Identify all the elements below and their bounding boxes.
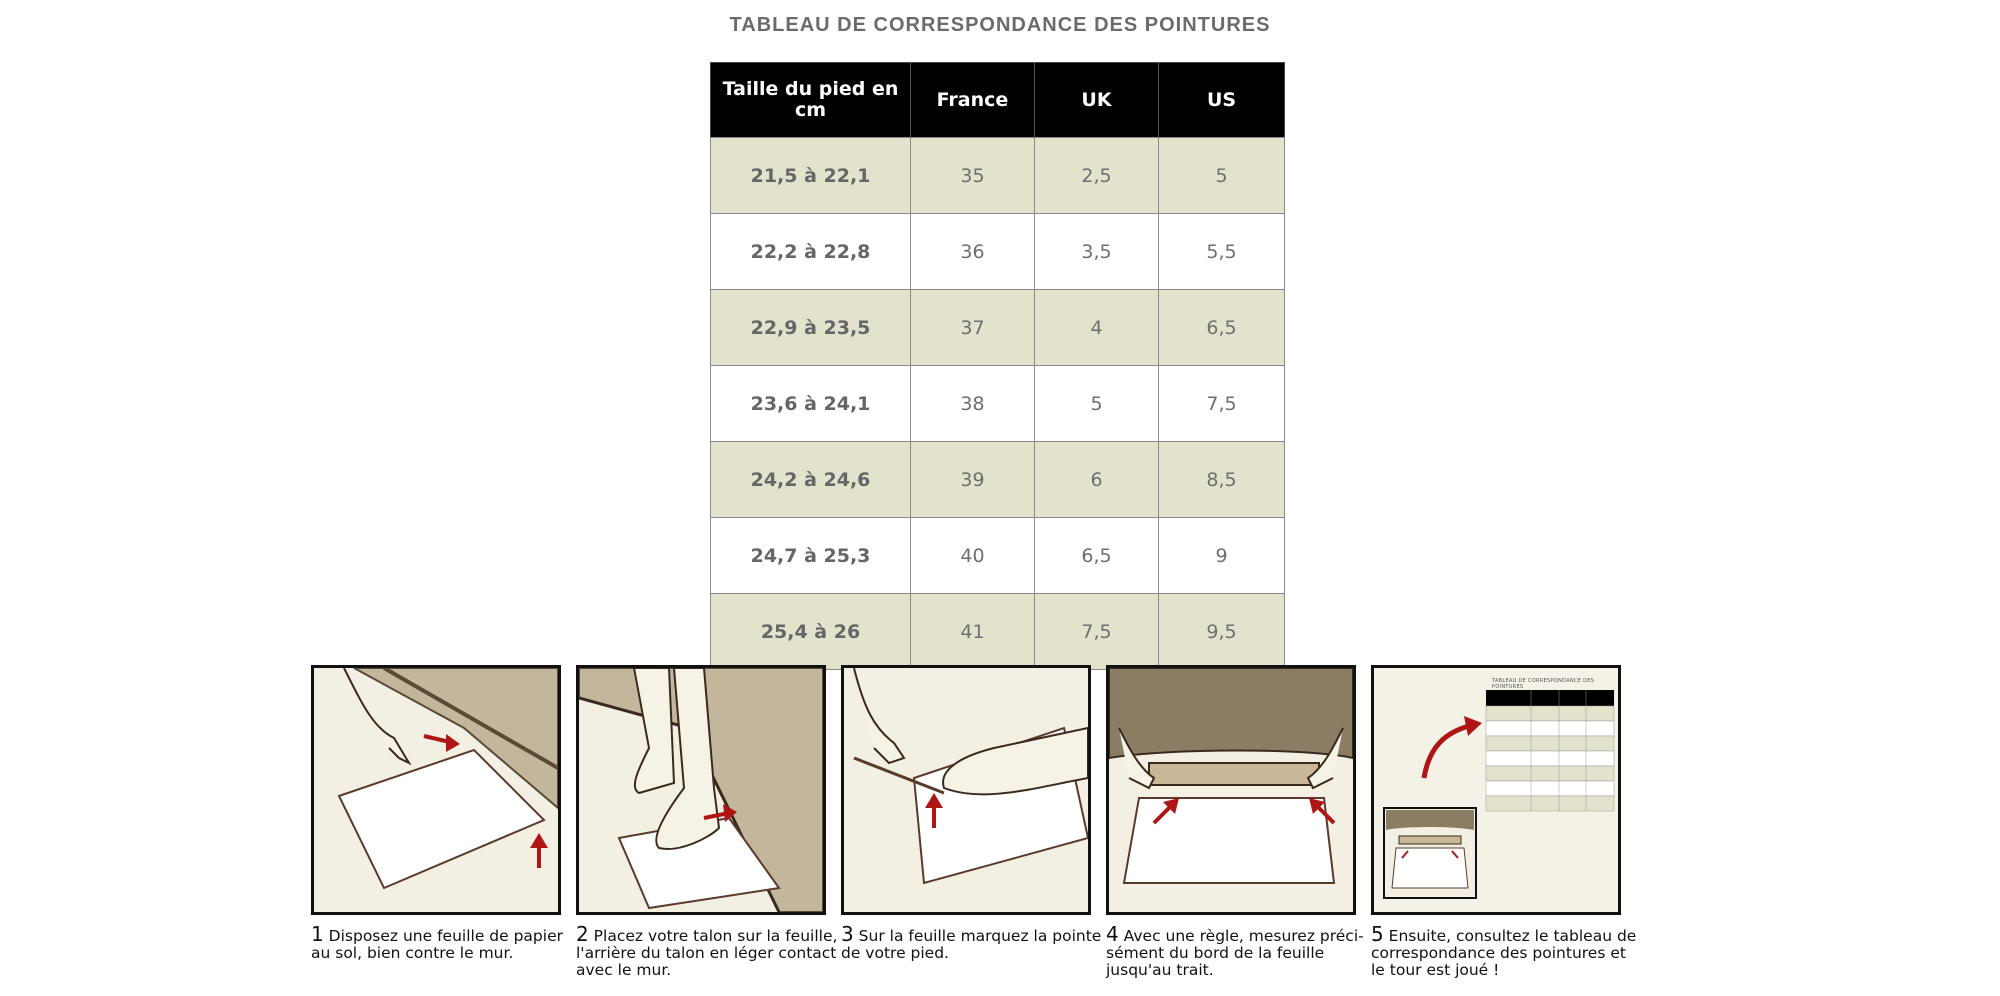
cell-foot-size: 21,5 à 22,1 [711,138,911,214]
mark-toe-drawing [844,668,1088,912]
paper-on-floor-drawing [314,668,558,912]
table-row [711,594,1285,670]
cell-uk: 7,5 [1035,594,1159,670]
cell-france: 40 [911,518,1035,594]
cell-uk: 3,5 [1035,214,1159,290]
cell-foot-size: 25,4 à 26 [711,594,911,670]
header-foot-size: Taille du pied en cm [711,63,911,138]
cell-foot-size: 23,6 à 24,1 [711,366,911,442]
table-row [711,518,1285,594]
step-5-illustration [1371,665,1621,915]
step-text: Avec une règle, mesurez préci-sément du bord de la feuille jusqu'au trait. [1106,927,1364,979]
step-text: Placez votre talon sur la feuille, l'arrière du talon en léger contact avec le mur. [576,927,838,979]
cell-foot-size: 24,2 à 24,6 [711,442,911,518]
cell-us: 7,5 [1159,366,1285,442]
cell-uk: 4 [1035,290,1159,366]
step-number: 1 [311,922,324,946]
table-row [711,290,1285,366]
table-row [711,214,1285,290]
step-text: Sur la feuille marquez la pointe de votre pied. [841,927,1102,962]
cell-france: 35 [911,138,1035,214]
header-uk: UK [1035,63,1159,138]
header-france: France [911,63,1035,138]
heel-against-wall-drawing [579,668,823,912]
step-number: 2 [576,922,589,946]
cell-us: 9 [1159,518,1285,594]
step-4-caption [1106,922,1374,979]
step-number: 4 [1106,922,1119,946]
step-5-caption [1371,922,1639,979]
header-us: US [1159,63,1285,138]
step-number: 3 [841,922,854,946]
cell-uk: 5 [1035,366,1159,442]
cell-france: 39 [911,442,1035,518]
cell-us: 5,5 [1159,214,1285,290]
measure-ruler-drawing [1109,668,1353,912]
consult-table-drawing [1374,668,1618,912]
step-1-caption [311,922,579,962]
table-row [711,366,1285,442]
step-2-caption [576,922,844,979]
cell-us: 8,5 [1159,442,1285,518]
step-4-illustration [1106,665,1356,915]
cell-france: 36 [911,214,1035,290]
cell-france: 37 [911,290,1035,366]
cell-uk: 6 [1035,442,1159,518]
step-number: 5 [1371,922,1384,946]
cell-foot-size: 22,9 à 23,5 [711,290,911,366]
cell-uk: 2,5 [1035,138,1159,214]
mini-chart-title: TABLEAU DE CORRESPONDANCE DES POINTURES [1492,678,1595,690]
cell-us: 6,5 [1159,290,1285,366]
step-2-illustration [576,665,826,915]
page-title: TABLEAU DE CORRESPONDANCE DES POINTURES [729,14,1271,36]
cell-us: 9,5 [1159,594,1285,670]
step-3-caption [841,922,1109,962]
cell-foot-size: 22,2 à 22,8 [711,214,911,290]
cell-us: 5 [1159,138,1285,214]
step-1-illustration [311,665,561,915]
cell-france: 41 [911,594,1035,670]
table-row [711,442,1285,518]
step-text: Disposez une feuille de papier au sol, bien contre le mur. [311,927,563,962]
table-row [711,138,1285,214]
step-3-illustration [841,665,1091,915]
cell-uk: 6,5 [1035,518,1159,594]
cell-foot-size: 24,7 à 25,3 [711,518,911,594]
step-text: Ensuite, consultez le tableau de correspondance des pointures et le tour est joué ! [1371,927,1637,979]
table-header-row [711,63,1285,138]
cell-france: 38 [911,366,1035,442]
size-table [710,62,1285,670]
